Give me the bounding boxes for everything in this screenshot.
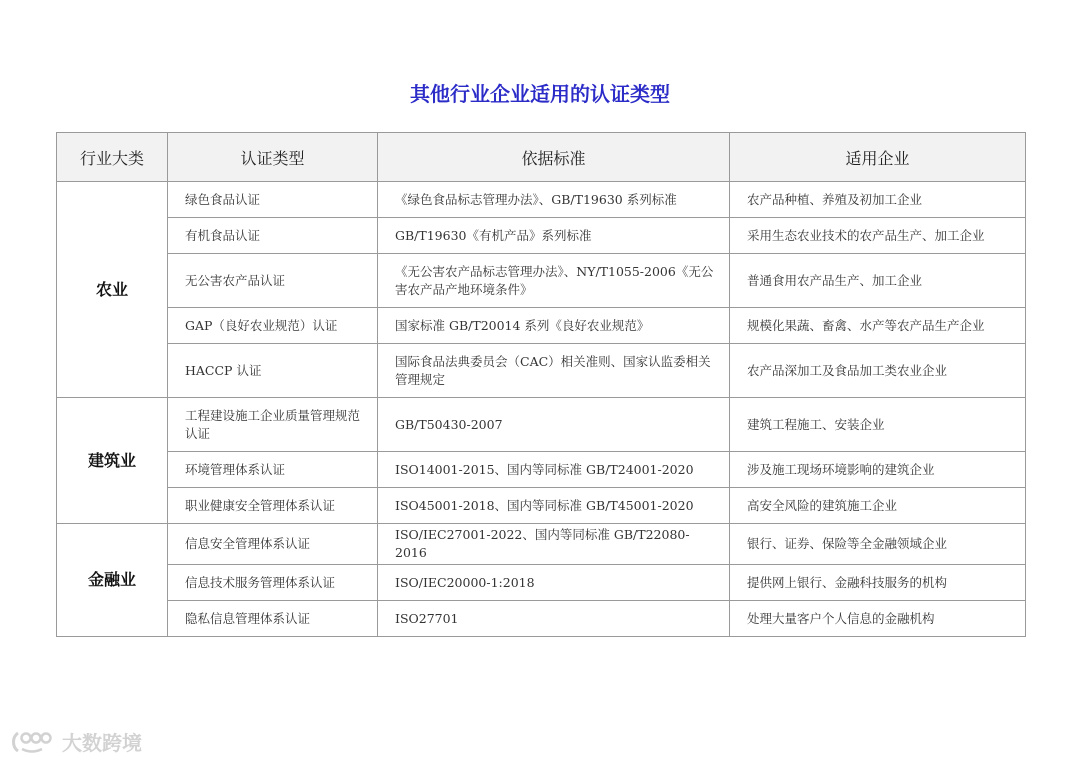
standard-cell: ISO/IEC27001-2022、国内等同标准 GB/T22080-2016 — [378, 524, 730, 565]
table-row — [57, 452, 1026, 488]
cert-type-cell: 信息安全管理体系认证 — [168, 524, 378, 565]
cert-type-cell: 职业健康安全管理体系认证 — [168, 488, 378, 524]
cert-type-cell: 有机食品认证 — [168, 218, 378, 254]
applicable-cell: 涉及施工现场环境影响的建筑企业 — [730, 452, 1026, 488]
applicable-cell: 农产品种植、养殖及初加工企业 — [730, 182, 1026, 218]
header-cert-type: 认证类型 — [168, 133, 378, 182]
applicable-cell: 采用生态农业技术的农产品生产、加工企业 — [730, 218, 1026, 254]
header-standard: 依据标准 — [378, 133, 730, 182]
table-row — [57, 218, 1026, 254]
standard-cell: ISO/IEC20000-1:2018 — [378, 565, 730, 601]
header-industry: 行业大类 — [57, 133, 168, 182]
cert-type-cell: HACCP 认证 — [168, 344, 378, 398]
cert-type-cell: 环境管理体系认证 — [168, 452, 378, 488]
applicable-cell: 高安全风险的建筑施工企业 — [730, 488, 1026, 524]
cert-type-cell: 无公害农产品认证 — [168, 254, 378, 308]
category-agriculture: 农业 — [57, 182, 168, 398]
applicable-cell: 建筑工程施工、安装企业 — [730, 398, 1026, 452]
standard-cell: 国际食品法典委员会（CAC）相关准则、国家认监委相关管理规定 — [378, 344, 730, 398]
standard-cell: ISO14001-2015、国内等同标准 GB/T24001-2020 — [378, 452, 730, 488]
standard-cell: 国家标准 GB/T20014 系列《良好农业规范》 — [378, 308, 730, 344]
table-row — [57, 344, 1026, 398]
table-row — [57, 182, 1026, 218]
table-row — [57, 254, 1026, 308]
category-finance: 金融业 — [57, 524, 168, 637]
header-applicable: 适用企业 — [730, 133, 1026, 182]
page-title: 其他行业企业适用的认证类型 — [410, 82, 670, 106]
table-row — [57, 398, 1026, 452]
table-row — [57, 524, 1026, 565]
applicable-cell: 普通食用农产品生产、加工企业 — [730, 254, 1026, 308]
standard-cell: 《无公害农产品标志管理办法》、NY/T1055-2006《无公害农产品产地环境条件》 — [378, 254, 730, 308]
category-construction: 建筑业 — [57, 398, 168, 524]
certification-table — [56, 132, 1026, 637]
standard-cell: GB/T50430-2007 — [378, 398, 730, 452]
table-row — [57, 601, 1026, 637]
cert-type-cell: 隐私信息管理体系认证 — [168, 601, 378, 637]
table-header-row — [57, 133, 1026, 182]
applicable-cell: 农产品深加工及食品加工类农业企业 — [730, 344, 1026, 398]
brand-logo-icon — [10, 729, 56, 755]
watermark-text: 大数跨境 — [62, 731, 142, 755]
standard-cell: 《绿色食品标志管理办法》、GB/T19630 系列标准 — [378, 182, 730, 218]
standard-cell: ISO45001-2018、国内等同标准 GB/T45001-2020 — [378, 488, 730, 524]
cert-type-cell: 绿色食品认证 — [168, 182, 378, 218]
cert-type-cell: GAP（良好农业规范）认证 — [168, 308, 378, 344]
applicable-cell: 处理大量客户个人信息的金融机构 — [730, 601, 1026, 637]
table-row — [57, 488, 1026, 524]
table-row — [57, 308, 1026, 344]
table-row — [57, 565, 1026, 601]
standard-cell: ISO27701 — [378, 601, 730, 637]
standard-cell: GB/T19630《有机产品》系列标准 — [378, 218, 730, 254]
applicable-cell: 银行、证券、保险等全金融领域企业 — [730, 524, 1026, 565]
applicable-cell: 规模化果蔬、畜禽、水产等农产品生产企业 — [730, 308, 1026, 344]
cert-type-cell: 信息技术服务管理体系认证 — [168, 565, 378, 601]
cert-type-cell: 工程建设施工企业质量管理规范认证 — [168, 398, 378, 452]
watermark — [10, 727, 142, 756]
applicable-cell: 提供网上银行、金融科技服务的机构 — [730, 565, 1026, 601]
